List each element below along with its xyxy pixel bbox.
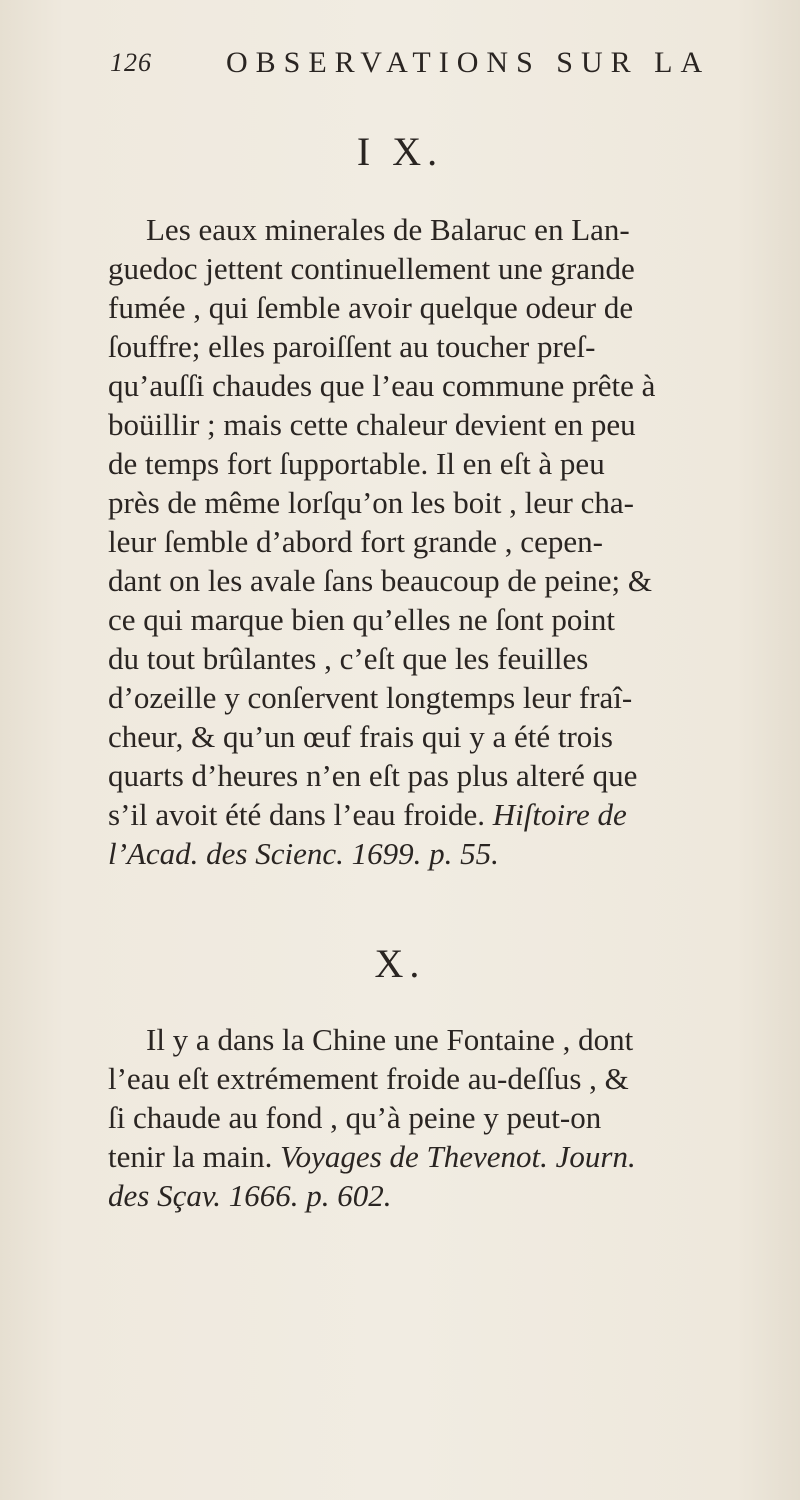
text-line: d’ozeille y conſervent longtemps leur fraî- — [108, 680, 633, 715]
text-line: du tout brûlantes , c’eſt que les feuilles — [108, 641, 589, 676]
text-line: l’eau eſt extrémement froide au-deſſus , & — [108, 1061, 629, 1096]
text-line: quarts d’heures n’en eſt pas plus alteré que — [108, 758, 638, 793]
text-line — [108, 1137, 768, 1176]
text-line: ſi chaude au fond , qu’à peine y peut-on — [108, 1100, 602, 1135]
section-number-ix: I X. — [356, 129, 444, 174]
text-line-end: s’il avoit été dans l’eau froide. — [108, 797, 486, 832]
text-line: qu’auſſi chaudes que l’eau commune prête à — [108, 368, 656, 403]
text-line: Les eaux minerales de Balaruc en Lan- — [146, 212, 630, 247]
text-line — [108, 795, 768, 834]
running-title: OBSERVATIONS SUR LA — [226, 46, 711, 79]
running-head — [110, 46, 710, 96]
text-line: cheur, & qu’un œuf frais qui y a été trois — [108, 719, 613, 754]
citation-inline: Voyages de Thevenot. Journ. — [280, 1139, 636, 1174]
text-line: près de même lorſqu’on les boit , leur cha- — [108, 485, 634, 520]
citation-line: des Sçav. 1666. p. 602. — [108, 1178, 392, 1213]
text-line: dant on les avale ſans beaucoup de peine; & — [108, 563, 653, 598]
text-line: de temps fort ſupportable. Il en eſt à peu — [108, 446, 605, 481]
text-line: guedoc jettent continuellement une grande — [108, 251, 635, 286]
citation-line: l’Acad. des Scienc. 1699. p. 55. — [108, 836, 499, 871]
text-line: boüillir ; mais cette chaleur devient en peu — [108, 407, 636, 442]
text-line: leur ſemble d’abord fort grande , cepen- — [108, 524, 603, 559]
text-line: ſouffre; elles paroiſſent au toucher preſ- — [108, 329, 596, 364]
paragraph-chine — [108, 1020, 768, 1215]
text-line: fumée , qui ſemble avoir quelque odeur de — [108, 290, 634, 325]
text-line-end: tenir la main. — [108, 1139, 273, 1174]
section-number-x: X. — [374, 941, 426, 986]
page-number: 126 — [110, 48, 152, 77]
text-line: Il y a dans la Chine une Fontaine , dont — [146, 1022, 634, 1057]
text-line: ce qui marque bien qu’elles ne ſont point — [108, 602, 616, 637]
citation-inline: Hiſtoire de — [492, 797, 627, 832]
paragraph-balaruc — [108, 210, 768, 873]
